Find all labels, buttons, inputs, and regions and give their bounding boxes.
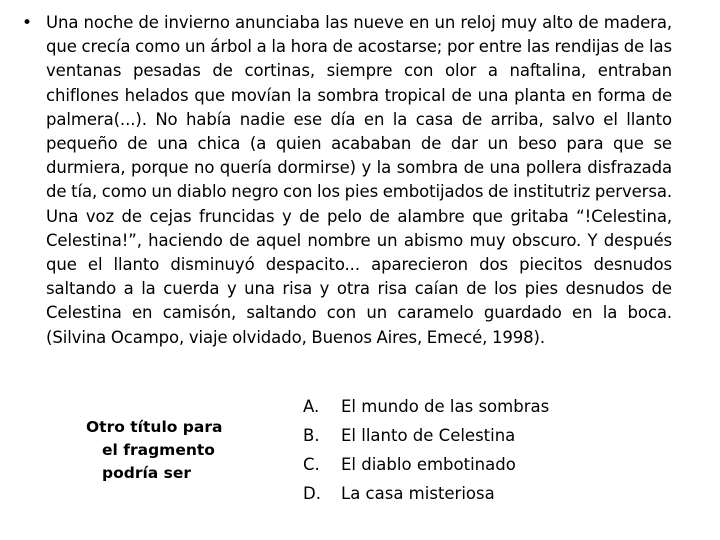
option-text: La casa misteriosa (341, 484, 495, 503)
question-line-2: el fragmento (102, 441, 215, 459)
option-letter: C. (303, 455, 320, 474)
option-text: El llanto de Celestina (341, 426, 516, 445)
answer-option-a (303, 392, 549, 421)
question-line-1: Otro título para (86, 418, 223, 436)
question-line-3: podría ser (102, 464, 192, 482)
option-text: El diablo embotinado (341, 455, 516, 474)
answer-option-c (303, 450, 549, 479)
answer-option-b (303, 421, 549, 450)
option-letter: D. (303, 484, 321, 503)
option-letter: B. (303, 426, 320, 445)
bullet-point: • (22, 13, 33, 33)
passage-text: Una noche de invierno anunciaba las nueve en un reloj muy alto de madera, que crecía como un árbol a la hora de acostarse; por entre las rendijas de las ventanas pesadas de cortinas, siempre con olor a naftalina, entraban chiflones helados que movían la sombra tropical de una planta en forma de palmera(...). No había nadie ese día en la casa de arriba, salvo el llanto pequeño de una chica (a quien acababan de dar un beso para que se durmiera, porque no quería dormirse) y la sombra de una pollera disfrazada de tía, como un diablo negro con los pies embotijados de institutriz perversa. Una voz de cejas fruncidas y de pelo de alambre que gritaba “!Celestina, Celestina!”, haciendo de aquel nombre un abismo muy obscuro. Y después que el llanto disminuyó despacito... aparecieron dos piecitos desnudos saltando a la cuerda y una risa y otra risa caían de los pies desnudos de Celestina en camisón, saltando con un caramelo guardado en la boca. (Silvina Ocampo, viaje olvidado, Buenos Aires, Emecé, 1998). (46, 13, 672, 347)
answer-option-d (303, 479, 549, 508)
answer-options-list (303, 392, 549, 508)
option-text: El mundo de las sombras (341, 397, 550, 416)
option-letter: A. (303, 397, 320, 416)
question-prompt (86, 416, 246, 485)
